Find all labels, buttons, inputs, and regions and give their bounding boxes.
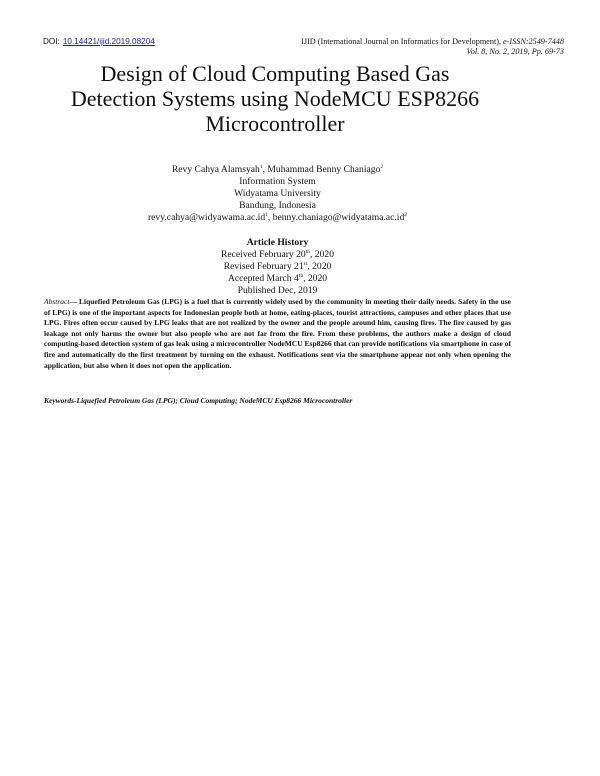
doi-header xyxy=(43,37,155,47)
author-2-email[interactable]: benny.chaniago@widyatama.ac.id xyxy=(272,212,405,223)
title-line: Design of Cloud Computing Based Gas xyxy=(100,61,450,86)
abstract-label: Abstract xyxy=(44,297,70,306)
accepted-sup: th xyxy=(298,272,304,279)
author-university: Widyatama University xyxy=(234,188,321,199)
received-date: Received February 20 xyxy=(221,249,306,260)
email-separator: , xyxy=(267,212,273,223)
author-city: Bandung, Indonesia xyxy=(239,200,316,211)
author-1-sup: 1 xyxy=(259,163,263,170)
journal-header xyxy=(204,37,564,57)
title-line: Microcontroller xyxy=(205,111,345,136)
history-accepted xyxy=(0,273,555,285)
journal-name: IJID (International Journal on Informatics for Development), xyxy=(301,37,501,46)
article-history-title: Article History xyxy=(246,237,309,248)
keywords: Keywords-Liquefied Petroleum Gas (LPG); Cloud Computing; NodeMCU Esp8266 Microcontroller xyxy=(44,396,353,405)
revised-year: , 2020 xyxy=(307,261,332,272)
author-2-sup: 2 xyxy=(380,163,384,170)
revised-sup: st xyxy=(303,260,308,267)
accepted-date: Accepted March 4 xyxy=(227,273,299,284)
author-names xyxy=(0,164,555,176)
author-emails xyxy=(0,212,555,224)
title-line: Detection Systems using NodeMCU ESP8266 xyxy=(70,86,480,111)
author-2: Muhammad Benny Chaniago xyxy=(267,164,381,175)
history-received xyxy=(0,249,555,261)
author-1-email[interactable]: revy.cahya@widyawama.ac.id xyxy=(147,212,266,223)
history-revised xyxy=(0,261,555,273)
revised-date: Revised February 21 xyxy=(223,261,304,272)
history-published: Published Dec, 2019 xyxy=(237,285,318,296)
author-separator: , xyxy=(262,164,268,175)
abstract xyxy=(44,297,511,371)
journal-volume: Vol. 8, No. 2, 2019, Pp. 69-73 xyxy=(466,47,564,56)
received-sup: th xyxy=(305,248,310,255)
abstract-text: — Liquefied Petroleum Gas (LPG) is a fuel that is currently widely used by the community in meeting their daily needs. Safety in the use of LPG) is one of the important aspects for Indonesian people both at home, eating-places, tourist attractions, campuses and other places that use LPG. Fires often occur caused by LPG leaks that are not realized by the owner and the people around him, causing fires. The fire caused by gas leakage not only harms the owner but also people who are not far from the fire. From these problems, the authors make a design of cloud computing-based detection system of gas leak using a microcontroller NodeMCU Esp8266 that can provide notifications via smartphone in case of fire and automatically do the first treatment by turning on the exhaust. Notifications sent via the smartphone appear not only when opening the application, but also when it does not open the application. xyxy=(44,297,511,370)
accepted-year: , 2020 xyxy=(303,273,328,284)
doi-link[interactable]: 10.14421/ijid.2019.08204 xyxy=(62,37,155,46)
journal-issn: e-ISSN:2549-7448 xyxy=(503,37,564,46)
email-1-sup: 1 xyxy=(265,211,268,218)
email-2-sup: 2 xyxy=(404,211,407,218)
received-year: , 2020 xyxy=(310,249,334,260)
author-1: Revy Cahya Alamsyah xyxy=(171,164,260,175)
author-block xyxy=(0,164,555,224)
paper-title xyxy=(0,61,550,136)
article-history xyxy=(0,237,555,297)
author-department: Information System xyxy=(239,176,316,187)
doi-label: DOI: xyxy=(43,37,60,46)
